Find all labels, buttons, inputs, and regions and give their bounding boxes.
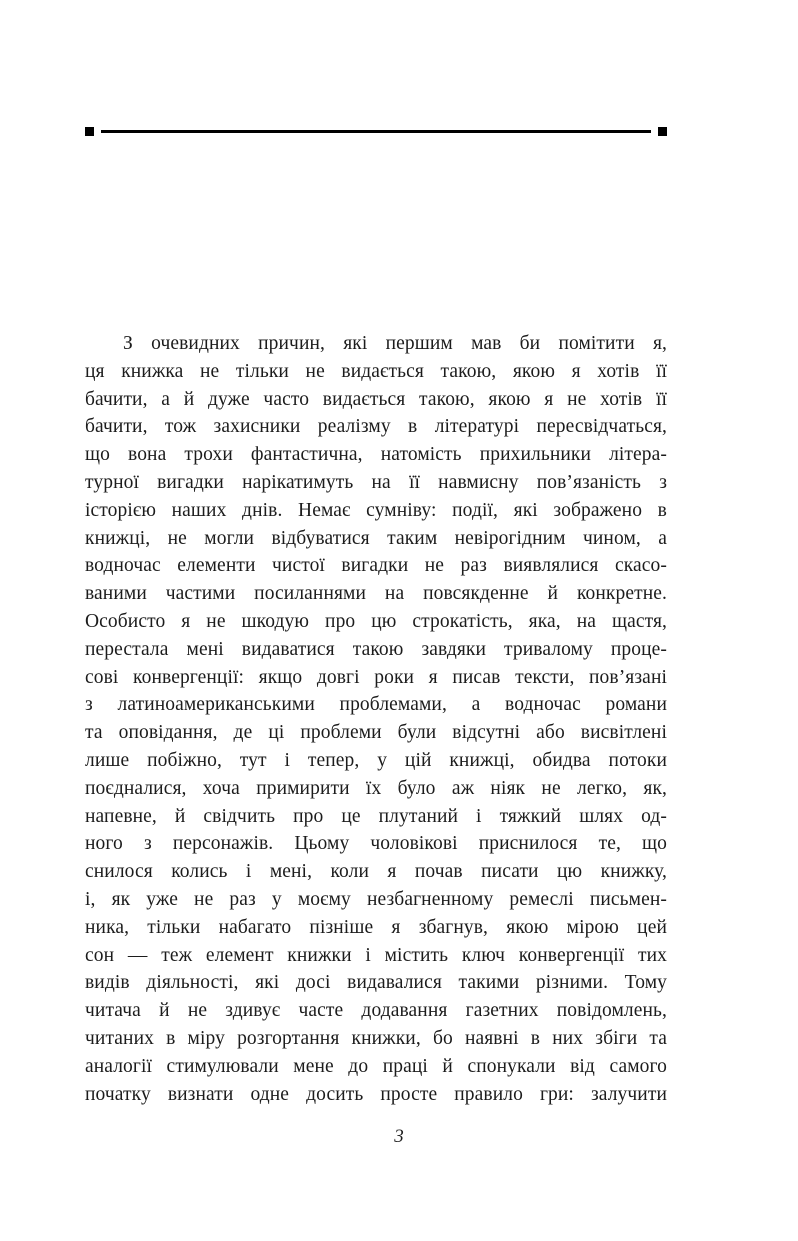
text-line: аналогії стимулювали мене до праці й спонукали від самого (85, 1055, 667, 1077)
text-line: водночас елементи чистої вигадки не раз виявлялися скасо- (85, 555, 667, 577)
text-line: ця книжка не тільки не видається такою, якою я хотів її (85, 360, 667, 382)
text-line: початку визнати одне досить просте правило гри: залучити (85, 1083, 667, 1105)
text-line: бачити, тож захисники реалізму в літературі пересвідчаться, (85, 416, 667, 438)
text-line: турної вигадки нарікатимуть на її навмисну пов’язаність з (85, 471, 667, 493)
rule-left-square-icon (85, 127, 94, 136)
text-line: Особисто я не шкодую про цю строкатість, яка, на щастя, (85, 610, 667, 632)
text-line: історією наших днів. Немає сумніву: події, які зображено в (85, 499, 667, 521)
text-line: бачити, а й дуже часто видається такою, якою я не хотів її (85, 388, 667, 410)
text-line: книжці, не могли відбуватися таким невірогідним чином, а (85, 527, 667, 549)
text-line: що вона трохи фантастична, натомість прихильники літера- (85, 444, 667, 466)
text-line: ного з персонажів. Цьому чоловікові приснилося те, що (85, 833, 667, 855)
text-line: сові конвергенції: якщо довгі роки я писав тексти, пов’язані (85, 666, 667, 688)
text-line: читаних в міру розгортання книжки, бо наявні в них збіги та (85, 1027, 667, 1049)
rule-line (101, 130, 651, 133)
text-line: поєдналися, хоча примирити їх було аж ніяк не легко, як, (85, 777, 667, 799)
text-line: і, як уже не раз у моєму незбагненному ремеслі письмен- (85, 888, 667, 910)
text-line: снилося колись і мені, коли я почав писати цю книжку, (85, 861, 667, 883)
text-line: З очевидних причин, які першим мав би помітити я, (123, 333, 667, 354)
text-line: напевне, й свідчить про це плутаний і тяжкий шлях од- (85, 805, 667, 827)
text-line: з латиноамериканськими проблемами, а водночас романи (85, 694, 667, 716)
text-line: перестала мені видаватися такою завдяки тривалому проце- (85, 638, 667, 660)
text-line: лише побіжно, тут і тепер, у цій книжці, обидва потоки (85, 749, 667, 771)
text-line: сон — теж елемент книжки і містить ключ конвергенції тих (85, 944, 667, 966)
text-line: читача й не здивує часте додавання газетних повідомлень, (85, 1000, 667, 1022)
body-text-block (85, 330, 667, 1108)
text-line: ваними частими посиланнями на повсякденне й конкретне. (85, 583, 667, 605)
rule-right-square-icon (658, 127, 667, 136)
text-line: ника, тільки набагато пізніше я збагнув, якою мірою цей (85, 916, 667, 938)
text-line: та оповідання, де ці проблеми були відсутні або висвітлені (85, 722, 667, 744)
text-line: видів діяльності, які досі видавалися такими різними. Тому (85, 972, 667, 994)
header-rule (85, 126, 667, 136)
page-number: 3 (394, 1126, 404, 1147)
